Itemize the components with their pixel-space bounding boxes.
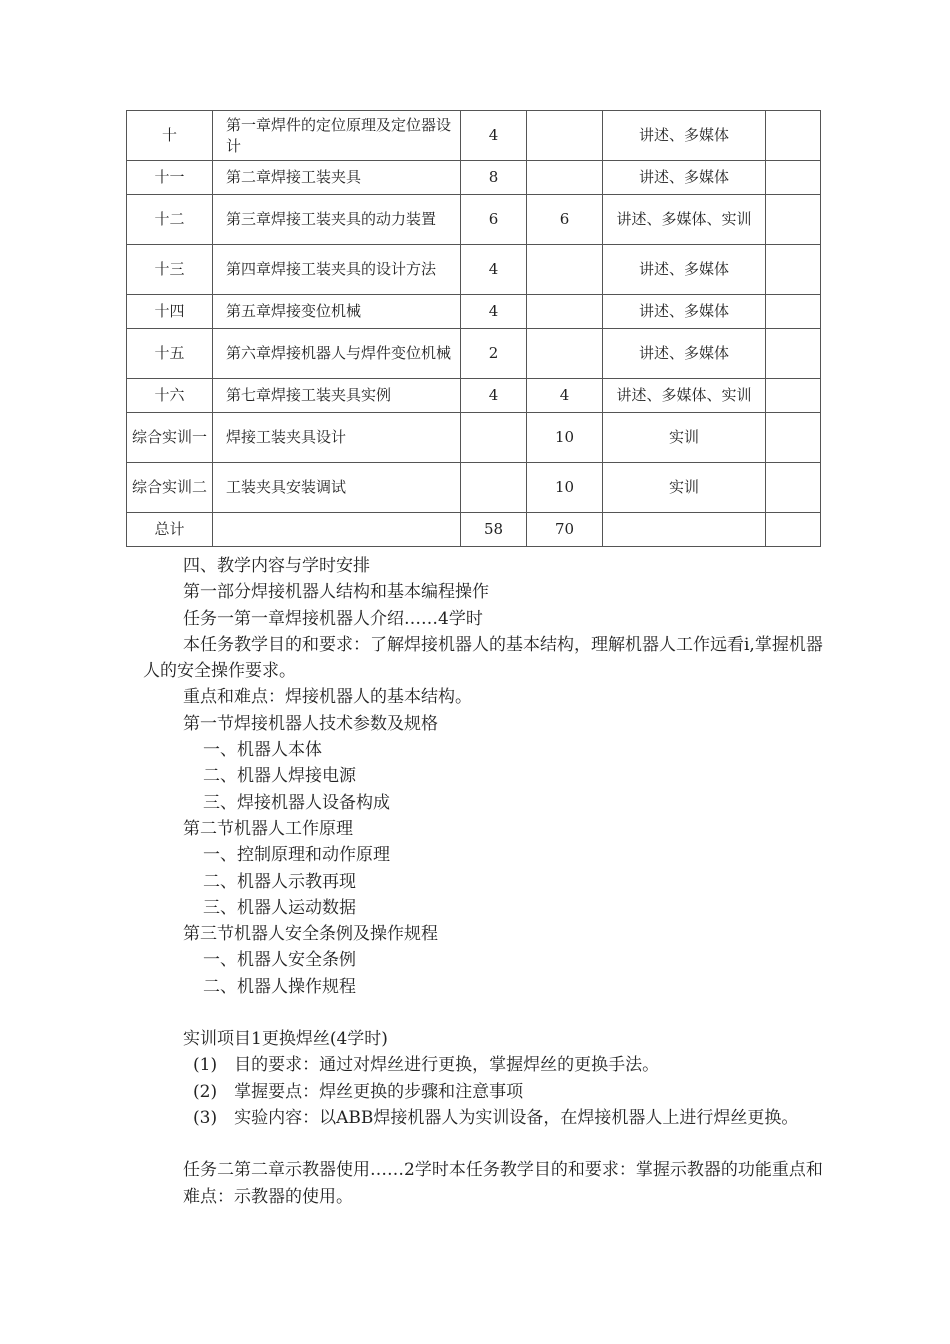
row-note — [766, 295, 821, 329]
theory-hours: 4 — [461, 295, 527, 329]
practice-hours: 4 — [527, 379, 603, 413]
section-item: 一、机器人本体 — [203, 740, 322, 761]
row-title: 工装夹具安装调试 — [213, 463, 461, 513]
schedule-table — [126, 110, 821, 547]
row-number: 综合实训二 — [127, 463, 213, 513]
section-title: 第二节机器人工作原理 — [183, 818, 353, 839]
theory-hours: 4 — [461, 245, 527, 295]
task-paragraph: 任务二第二章示教器使用……2学时本任务教学目的和要求：掌握示教器的功能重点和难点：示教器的使用。 — [183, 1160, 823, 1207]
row-title: 第七章焊接工装夹具实例 — [213, 379, 461, 413]
section-item: 一、机器人安全条例 — [203, 950, 356, 971]
section-item: 二、机器人操作规程 — [203, 976, 356, 997]
theory-hours — [461, 413, 527, 463]
theory-hours: 58 — [461, 513, 527, 547]
theory-hours — [461, 463, 527, 513]
teaching-method: 实训 — [603, 463, 766, 513]
row-title: 第六章焊接机器人与焊件变位机械 — [213, 329, 461, 379]
teaching-method: 讲述、多媒体 — [603, 295, 766, 329]
table-row — [127, 413, 821, 463]
row-title: 第一章焊件的定位原理及定位器设计 — [213, 111, 461, 161]
practice-hours: 6 — [527, 195, 603, 245]
table-row — [127, 329, 821, 379]
row-number: 十二 — [127, 195, 213, 245]
practice-hours — [527, 111, 603, 161]
row-note — [766, 111, 821, 161]
task-title: 任务一第一章焊接机器人介绍……4学时 — [183, 608, 483, 629]
row-note — [766, 195, 821, 245]
row-title — [213, 513, 461, 547]
table-row — [127, 463, 821, 513]
practice-hours — [527, 329, 603, 379]
teaching-content — [143, 553, 823, 1210]
teaching-method: 讲述、多媒体、实训 — [603, 195, 766, 245]
project-item: (3) 实验内容：以ABB焊接机器人为实训设备，在焊接机器人上进行焊丝更换。 — [193, 1107, 799, 1128]
task-key-points: 重点和难点：焊接机器人的基本结构。 — [183, 687, 472, 708]
theory-hours: 4 — [461, 111, 527, 161]
teaching-method: 讲述、多媒体 — [603, 111, 766, 161]
row-number: 十四 — [127, 295, 213, 329]
row-note — [766, 379, 821, 413]
section-item: 一、控制原理和动作原理 — [203, 845, 390, 866]
teaching-method: 实训 — [603, 413, 766, 463]
row-number: 十六 — [127, 379, 213, 413]
practice-hours — [527, 245, 603, 295]
schedule-table-body — [127, 111, 821, 547]
row-note — [766, 463, 821, 513]
row-note — [766, 161, 821, 195]
teaching-method: 讲述、多媒体 — [603, 161, 766, 195]
task-goal: 本任务教学目的和要求：了解焊接机器人的基本结构，理解机器人工作远看i,掌握机器人的安全操作要求。 — [143, 634, 823, 682]
row-number: 十一 — [127, 161, 213, 195]
row-note — [766, 413, 821, 463]
row-number: 十五 — [127, 329, 213, 379]
table-row — [127, 513, 821, 547]
teaching-method: 讲述、多媒体 — [603, 245, 766, 295]
practice-hours: 70 — [527, 513, 603, 547]
part-title: 第一部分焊接机器人结构和基本编程操作 — [183, 582, 489, 603]
theory-hours: 6 — [461, 195, 527, 245]
project-title: 实训项目1更换焊丝(4学时) — [183, 1029, 388, 1050]
row-number: 综合实训一 — [127, 413, 213, 463]
practice-hours: 10 — [527, 413, 603, 463]
table-row — [127, 295, 821, 329]
theory-hours: 2 — [461, 329, 527, 379]
table-row — [127, 111, 821, 161]
section-title: 第一节焊接机器人技术参数及规格 — [183, 713, 438, 734]
theory-hours: 4 — [461, 379, 527, 413]
row-title: 第二章焊接工装夹具 — [213, 161, 461, 195]
section-heading: 四、教学内容与学时安排 — [183, 556, 370, 576]
row-title: 焊接工装夹具设计 — [213, 413, 461, 463]
table-row — [127, 245, 821, 295]
row-note — [766, 513, 821, 547]
section-item: 三、焊接机器人设备构成 — [203, 792, 390, 813]
section-item: 三、机器人运动数据 — [203, 897, 356, 918]
table-row — [127, 161, 821, 195]
section-item: 二、机器人焊接电源 — [203, 766, 356, 787]
table-row — [127, 379, 821, 413]
row-title: 第三章焊接工装夹具的动力装置 — [213, 195, 461, 245]
row-number: 十 — [127, 111, 213, 161]
row-number: 十三 — [127, 245, 213, 295]
row-note — [766, 329, 821, 379]
project-item: (1) 目的要求：通过对焊丝进行更换，掌握焊丝的更换手法。 — [193, 1055, 660, 1076]
teaching-method: 讲述、多媒体 — [603, 329, 766, 379]
project-item: (2) 掌握要点：焊丝更换的步骤和注意事项 — [193, 1081, 524, 1102]
theory-hours: 8 — [461, 161, 527, 195]
teaching-method: 讲述、多媒体、实训 — [603, 379, 766, 413]
teaching-method — [603, 513, 766, 547]
section-title: 第三节机器人安全条例及操作规程 — [183, 924, 438, 945]
row-title: 第四章焊接工装夹具的设计方法 — [213, 245, 461, 295]
practice-hours — [527, 295, 603, 329]
practice-hours — [527, 161, 603, 195]
row-title: 第五章焊接变位机械 — [213, 295, 461, 329]
row-note — [766, 245, 821, 295]
practice-hours: 10 — [527, 463, 603, 513]
row-number: 总计 — [127, 513, 213, 547]
section-item: 二、机器人示教再现 — [203, 871, 356, 892]
table-row — [127, 195, 821, 245]
